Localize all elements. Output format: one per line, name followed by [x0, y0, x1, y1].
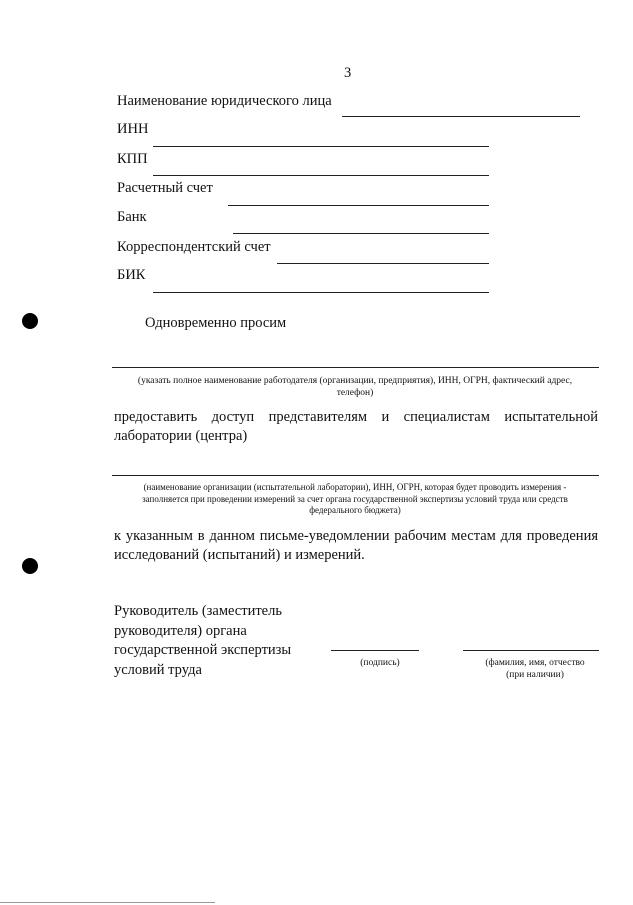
punch-hole-bottom: [22, 558, 38, 574]
inn-line: [153, 146, 489, 147]
bank-label: Банк: [117, 209, 147, 225]
kpp-label: КПП: [117, 151, 148, 167]
corr-account-label: Корреспондентский счет: [117, 239, 271, 255]
company-name-label: Наименование юридического лица: [117, 93, 332, 109]
employer-line: [112, 367, 599, 368]
workplaces-line-2: исследований (испытаний) и измерений.: [114, 547, 365, 563]
lab-line: [112, 475, 599, 476]
workplaces-line-1: к указанным в данном письме-уведомлении рабочим местам для проведения: [114, 528, 598, 544]
access-line-2: лаборатории (центра): [114, 428, 248, 444]
company-name-line: [342, 116, 580, 117]
name-line: [463, 650, 599, 651]
account-line: [228, 205, 489, 206]
request-intro: Одновременно просим: [145, 315, 287, 331]
access-line-1: предоставить доступ представителям и специалистам испытательной: [114, 409, 598, 425]
account-label: Расчетный счет: [117, 180, 213, 196]
signature-caption: (подпись): [360, 658, 400, 668]
bik-label: БИК: [117, 267, 146, 283]
page-number: 3: [344, 65, 352, 81]
lab-hint: (наименование организации (испытательной лаборатории), ИНН, ОГРН, которая будет проводить измерения - заполняется при проведении измерений за счет органа государственной экспертизы условий труда или средств федерального бюджета): [142, 482, 568, 515]
punch-hole-top: [22, 313, 38, 329]
corr-account-line: [277, 263, 489, 264]
access-paragraph: [114, 408, 598, 445]
bik-line: [153, 292, 489, 293]
name-caption: (фамилия, имя, отчество (при наличии): [485, 658, 585, 680]
signatory-block: Руководитель (заместитель руководителя) органа государственной экспертизы условий труда: [114, 603, 292, 678]
scan-edge-line: [0, 902, 215, 903]
employer-hint: (указать полное наименование работодателя (организации, предприятия), ИНН, ОГРН, фактический адрес, телефон): [137, 376, 573, 398]
kpp-line: [153, 175, 489, 176]
inn-label: ИНН: [117, 121, 149, 137]
bank-line: [233, 233, 489, 234]
workplaces-paragraph: [114, 527, 598, 564]
signature-line: [331, 650, 419, 651]
